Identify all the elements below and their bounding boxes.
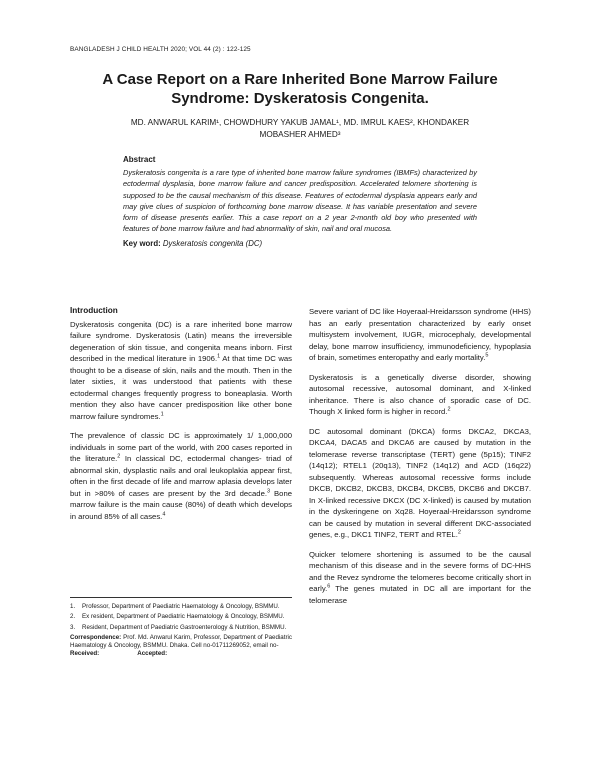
body-paragraph-hhs: Severe variant of DC like Hoyeraal-Hreidarsson syndrome (HHS) has an early presentation characterized by early onset multisystem involvement, IUGR, microcephaly, developmental delay, bone marrow insufficiency, immunodeficiency, hypoplasia of brain, sometimes enteropathy and early mortality.$^5$ bbox=[309, 307, 531, 362]
affiliation-list bbox=[70, 603, 292, 632]
intro-paragraph-1: Dyskeratosis congenita (DC) is a rare inherited bone marrow failure syndrome. Dyskeratosis (Latin) means the irreversible degeneration of skin tissue, and congenita means inborn. First described in the medical literature in 1906.$^1$ At that time DC was thought to be a disease of skin, nails and the mouth. Then in the later sixties, it was understood that patients with these ectodermal changes frequently progress to boneaplasia. Worth mention they also have cancer predisposition like other bone marrow failure syndromes.$^1$ bbox=[70, 319, 293, 421]
authors-line-2: MOBASHER AHMED³ bbox=[259, 130, 341, 139]
affiliation-item: 1. Professor, Department of Paediatric Haematology & Oncology, BSMMU. bbox=[70, 603, 280, 610]
affiliation-item: 2. Ex resident, Department of Paediatric Haematology & Oncology, BSMMU. bbox=[70, 613, 285, 621]
correspondence-label: Correspondence: bbox=[70, 633, 122, 641]
keyword-line bbox=[123, 239, 477, 248]
abstract-block bbox=[123, 155, 477, 248]
authors-line-1: MD. ANWARUL KARIM¹, CHOWDHURY YAKUB JAMAL¹, MD. IMRUL KAES², KHONDAKER bbox=[130, 118, 470, 127]
right-column bbox=[309, 306, 531, 614]
body-paragraph-genetics: Dyskeratosis is a genetically diverse disorder, showing autosomal recessive, autosomal dominant, and X-linked inheritance. There is also chance of sporadic case of DC. Though X linked form is higher in record.$^2$ bbox=[309, 372, 531, 416]
citation-ref[interactable]: 2 bbox=[117, 453, 121, 460]
journal-citation: BANGLADESH J CHILD HEALTH 2020; VOL 44 (2) : 122-125 bbox=[70, 46, 251, 53]
keyword-value: Dyskeratosis congenita (DC) bbox=[162, 238, 263, 248]
citation-ref[interactable]: 2 bbox=[457, 529, 461, 536]
abstract-heading: Abstract bbox=[123, 155, 156, 164]
body-paragraph-telomere: Quicker telomere shortening is assumed to be the causal mechanism of this disease and in the severe forms of DC-HHS and the Revez syndrome the telomeres become critically short in early.$^6$ The genes mutated in DC all are important for the telomerase bbox=[309, 549, 531, 605]
author-list bbox=[70, 117, 530, 141]
citation-ref[interactable]: 3 bbox=[266, 487, 271, 494]
intro-paragraph-2: The prevalence of classic DC is approximately 1/ 1,000,000 individuals in some part of the world, with 200 cases reported in the literature.$^2$ In classical DC, ectodermal changes- triad of abnormal skin, dysplastic nails and oral leukoplakia appear first, often in the first decade of life and marrow aplasia develops later but in >80% of cases are present by the 3rd decade.$^3$ Bone marrow failure is the main cause (80%) of death which develops in around 85% of all cases.$^4$ bbox=[70, 431, 292, 521]
introduction-heading: Introduction bbox=[70, 306, 118, 315]
body-paragraph-forms: DC autosomal dominant (DKCA) forms DKCA2, DKCA3, DKCA4, DACA5 and DKCA6 are caused by mutation in the telomerase reverse transcriptase (TERT) gene (5p15); TINF2 (14q12); RTEL1 (20q13), TINF2 (14q12) and ACD (16q22) subsequently. Whereas autosomal recessive forms include DKCB, DKCB2, DKCB3, DKCB4, DKCB5, DKCB6 and DKCB7. In X-linked recessive DKCX (DC X-linked) is caused by mutation in the dyskeringene on Xq28. Hoyeraal-Hreidarsson syndrome can be caused by mutation in several different DKC-associated genes, e.g., DKC1 TINF2, TERT and RTEL.$^2$ bbox=[309, 426, 531, 539]
received-label: Received: bbox=[70, 650, 100, 658]
citation-ref[interactable]: 1 bbox=[217, 353, 221, 360]
footnote-divider bbox=[70, 597, 292, 598]
correspondence bbox=[70, 634, 292, 651]
citation-ref[interactable]: 4 bbox=[162, 510, 166, 517]
received-accepted-line bbox=[70, 650, 292, 658]
citation-ref[interactable]: 2 bbox=[447, 406, 451, 413]
citation-ref[interactable]: 5 bbox=[485, 352, 489, 359]
abstract-text: Dyskeratosis congenita is a rare type of inherited bone marrow failure syndromes (IBMFs) characterized by ectodermal dysplasia, bone marrow failure and cancer predisposition. Accelerated telomere shortening is supposed to be the causal mechanism of this disease. Features of ectodermal dysplasia appears early and may give clues of suspicion of forthcoming bone marrow disease. It has variable presentation and severe form of disease presents earlier. This a case report on a 2 year 2-month old boy who presented with features of bone marrow failure and had abnormality of skin, nail and oral mucosa. bbox=[123, 168, 477, 234]
left-column bbox=[70, 305, 292, 530]
paper-title bbox=[60, 70, 540, 108]
title-line-2: Syndrome: Dyskeratosis Congenita. bbox=[171, 90, 429, 107]
citation-ref[interactable]: 1 bbox=[160, 410, 164, 417]
accepted-label: Accepted: bbox=[137, 650, 168, 658]
correspondence-text: Prof. Md. Anwarul Karim, Professor, Department of Paediatric Haematology & Oncology, BSMMU. Dhaka. Cell no-01711269052, email no- bbox=[70, 633, 292, 650]
footnotes bbox=[70, 603, 292, 659]
keyword-label: Key word: bbox=[123, 238, 161, 248]
citation-ref[interactable]: 6 bbox=[327, 583, 331, 590]
title-line-1: A Case Report on a Rare Inherited Bone Marrow Failure bbox=[102, 71, 498, 88]
affiliation-item: 3. Resident, Department of Paediatric Gastroenterology & Nutrition, BSMMU. bbox=[70, 623, 287, 631]
